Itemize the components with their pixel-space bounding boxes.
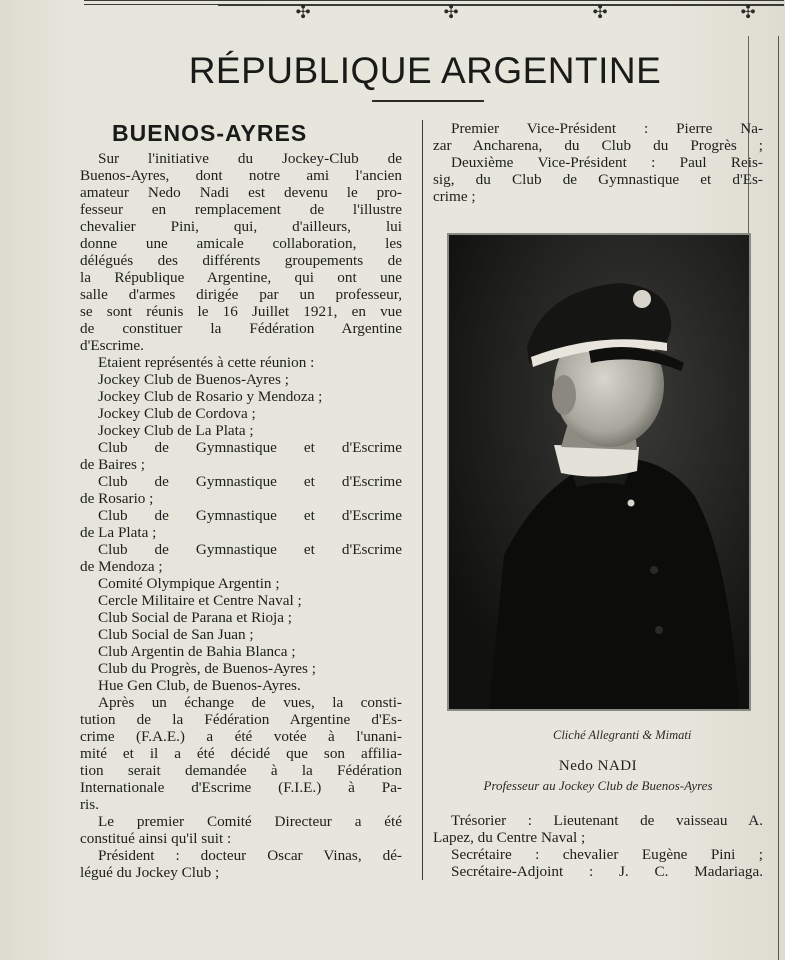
text-line: donne une amicale collaboration, les (80, 235, 402, 252)
text-line: Président : docteur Oscar Vinas, dé- (98, 847, 402, 864)
list-item: Jockey Club de La Plata ; (98, 422, 254, 439)
list-item-continued: de Rosario ; (80, 490, 154, 507)
section-heading: BUENOS-AYRES (112, 120, 308, 146)
portrait-illustration (449, 235, 749, 709)
title-underline (372, 100, 484, 102)
fleuron-icon: ✣ (443, 2, 459, 23)
right-column-top-text (433, 120, 763, 205)
photo-subject-name: Nedo NADI (558, 758, 638, 774)
page-title: RÉPUBLIQUE ARGENTINE (188, 50, 662, 91)
text-line: Buenos-Ayres, dont notre ami l'ancien (80, 167, 402, 184)
text-line: Etaient représentés à cette réunion : (98, 354, 315, 371)
list-item: Cercle Militaire et Centre Naval ; (98, 592, 302, 609)
text-line: d'Escrime. (80, 337, 144, 354)
text-line: tution de la Fédération Argentine d'Es- (80, 711, 402, 728)
text-line: ris. (80, 796, 99, 813)
text-line: de constituer la Fédération Argentine (80, 320, 402, 337)
text-line: Secrétaire : chevalier Eugène Pini ; (451, 846, 763, 863)
text-line: Lapez, du Centre Naval ; (433, 829, 586, 846)
text-line: crime ; (433, 188, 476, 205)
list-item-continued: de Mendoza ; (80, 558, 163, 575)
text-line: crime (F.A.E.) a été votée à l'unani- (80, 728, 402, 745)
list-item-continued: de Baires ; (80, 456, 145, 473)
list-item: Club de Gymnastique et d'Escrime (98, 507, 402, 524)
text-line: sig, du Club de Gymnastique et d'Es- (433, 171, 763, 188)
list-item: Club de Gymnastique et d'Escrime (98, 439, 402, 456)
list-item-continued: de La Plata ; (80, 524, 157, 541)
fleuron-icon: ✣ (295, 2, 311, 23)
portrait-photo (447, 233, 751, 711)
text-line: Premier Vice-Président : Pierre Na- (451, 120, 763, 137)
text-line: légué du Jockey Club ; (80, 864, 220, 881)
list-item: Jockey Club de Cordova ; (98, 405, 256, 422)
text-line: tion serait demandée à la Fédération (80, 762, 402, 779)
page-right-border (778, 36, 779, 960)
left-column-text (80, 150, 402, 881)
list-item: Jockey Club de Buenos-Ayres ; (98, 371, 289, 388)
column-divider (422, 120, 423, 880)
text-line: constitué ainsi qu'il suit : (80, 830, 232, 847)
text-line: chevalier Pini, qui, d'ailleurs, lui (80, 218, 402, 235)
text-line: Deuxième Vice-Président : Paul Reis- (451, 154, 763, 171)
list-item: Club Argentin de Bahia Blanca ; (98, 643, 296, 660)
list-item: Hue Gen Club, de Buenos-Ayres. (98, 677, 301, 694)
text-line: mité et il a été décidé que son affilia- (80, 745, 402, 762)
text-line: Trésorier : Lieutenant de vaisseau A. (451, 812, 763, 829)
text-line: fesseur en remplacement de l'illustre (80, 201, 402, 218)
text-line: la République Argentine, qui ont une (80, 269, 402, 286)
text-line: Le premier Comité Directeur a été (98, 813, 402, 830)
text-line: Secrétaire-Adjoint : J. C. Madariaga. (451, 863, 763, 880)
text-line: délégués des différents groupements de (80, 252, 402, 269)
right-column-bottom-text (433, 812, 763, 880)
text-line: salle d'armes dirigée par un professeur, (80, 286, 402, 303)
list-item: Club du Progrès, de Buenos-Ayres ; (98, 660, 316, 677)
text-line: Internationale d'Escrime (F.I.E.) à Pa- (80, 779, 402, 796)
list-item: Club de Gymnastique et d'Escrime (98, 541, 402, 558)
text-line: amateur Nedo Nadi est devenu le pro- (80, 184, 402, 201)
photo-subject-role: Professeur au Jockey Club de Buenos-Ayres (483, 778, 713, 793)
fleuron-icon: ✣ (592, 2, 608, 23)
text-line: Sur l'initiative du Jockey-Club de (98, 150, 402, 167)
text-line: zar Ancharena, du Club du Progrès ; (433, 137, 763, 154)
list-item: Club de Gymnastique et d'Escrime (98, 473, 402, 490)
photo-credit: Cliché Allegranti & Mimati (553, 728, 692, 742)
list-item: Club Social de Parana et Rioja ; (98, 609, 293, 626)
text-line: Après un échange de vues, la consti- (98, 694, 402, 711)
text-line: se sont réunis le 16 Juillet 1921, en vue (80, 303, 402, 320)
list-item: Club Social de San Juan ; (98, 626, 254, 643)
list-item: Comité Olympique Argentin ; (98, 575, 280, 592)
list-item: Jockey Club de Rosario y Mendoza ; (98, 388, 323, 405)
fleuron-icon: ✣ (740, 2, 756, 23)
